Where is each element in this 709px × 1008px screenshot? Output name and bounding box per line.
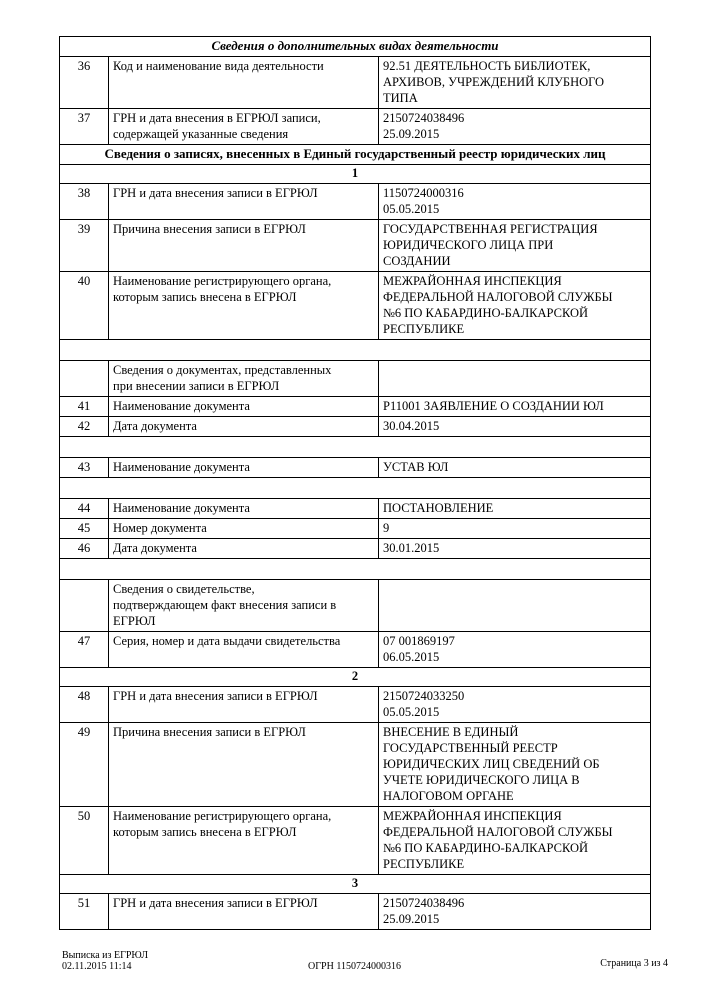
- value-line: РЕСПУБЛИКЕ: [383, 322, 465, 336]
- table-row-36: [60, 57, 651, 109]
- section-header-cell: Сведения о записях, внесенных в Единый государственный реестр юридических лиц: [60, 145, 651, 165]
- row-label-cell: [109, 519, 379, 539]
- row-value-cell: [379, 632, 651, 668]
- row-value-cell: [379, 458, 651, 478]
- row-label-cell: [109, 687, 379, 723]
- table-title-row: [60, 37, 651, 57]
- row-label-cell: [109, 417, 379, 437]
- record-number-row: [60, 875, 651, 894]
- label-line: при внесении записи в ЕГРЮЛ: [113, 379, 280, 393]
- footer-ogrn: ОГРН 1150724000316: [308, 961, 401, 972]
- value-line: ВНЕСЕНИЕ В ЕДИНЫЙ: [383, 725, 519, 739]
- value-line: ПОСТАНОВЛЕНИЕ: [383, 501, 494, 515]
- table-row-51: [60, 894, 651, 930]
- value-line: МЕЖРАЙОННАЯ ИНСПЕКЦИЯ: [383, 809, 562, 823]
- value-line: 30.01.2015: [383, 541, 440, 555]
- record-number-row: [60, 668, 651, 687]
- value-line: 05.05.2015: [383, 202, 440, 216]
- row-number-cell: 49: [60, 723, 109, 807]
- label-line: Дата документа: [113, 541, 197, 555]
- value-line: МЕЖРАЙОННАЯ ИНСПЕКЦИЯ: [383, 274, 562, 288]
- label-line: ГРН и дата внесения записи в ЕГРЮЛ: [113, 186, 318, 200]
- table-row-46: [60, 539, 651, 559]
- value-line: НАЛОГОВОМ ОРГАНЕ: [383, 789, 514, 803]
- row-number-cell: 51: [60, 894, 109, 930]
- table-row-48: [60, 687, 651, 723]
- row-value-cell: [379, 539, 651, 559]
- spacer-cell: [60, 340, 651, 361]
- value-line: 2150724033250: [383, 689, 465, 703]
- value-line: 25.09.2015: [383, 912, 440, 926]
- record-number-cell: 3: [60, 875, 651, 894]
- table-row-45: [60, 519, 651, 539]
- label-line: ЕГРЮЛ: [113, 614, 156, 628]
- row-value-cell: [379, 184, 651, 220]
- row-number-cell: 36: [60, 57, 109, 109]
- table-group-header-row: [60, 580, 651, 632]
- label-line: подтверждающем факт внесения записи в: [113, 598, 337, 612]
- footer-page-number: Страница 3 из 4: [600, 958, 668, 969]
- value-line: АРХИВОВ, УЧРЕЖДЕНИЙ КЛУБНОГО: [383, 75, 605, 89]
- value-line: ФЕДЕРАЛЬНОЙ НАЛОГОВОЙ СЛУЖБЫ: [383, 825, 613, 839]
- egrul-table-body: [60, 37, 651, 930]
- spacer-row: [60, 437, 651, 458]
- value-line: ЮРИДИЧЕСКИХ ЛИЦ СВЕДЕНИЙ ОБ: [383, 757, 600, 771]
- label-line: Номер документа: [113, 521, 207, 535]
- row-number-cell: 37: [60, 109, 109, 145]
- value-line: 1150724000316: [383, 186, 464, 200]
- label-line: которым запись внесена в ЕГРЮЛ: [113, 825, 297, 839]
- row-number-cell: 43: [60, 458, 109, 478]
- label-line: Причина внесения записи в ЕГРЮЛ: [113, 222, 306, 236]
- value-line: Р11001 ЗАЯВЛЕНИЕ О СОЗДАНИИ ЮЛ: [383, 399, 604, 413]
- value-line: 2150724038496: [383, 111, 465, 125]
- spacer-cell: [60, 559, 651, 580]
- row-label-cell: [109, 499, 379, 519]
- row-value-cell: [379, 499, 651, 519]
- label-line: Наименование документа: [113, 399, 250, 413]
- row-value-cell: [379, 580, 651, 632]
- value-line: №6 ПО КАБАРДИНО-БАЛКАРСКОЙ: [383, 841, 589, 855]
- row-value-cell: [379, 272, 651, 340]
- value-line: РЕСПУБЛИКЕ: [383, 857, 465, 871]
- row-value-cell: [379, 807, 651, 875]
- row-number-cell: 42: [60, 417, 109, 437]
- row-number-cell: 45: [60, 519, 109, 539]
- row-value-cell: [379, 109, 651, 145]
- spacer-row: [60, 559, 651, 580]
- table-row-43: [60, 458, 651, 478]
- value-line: ГОСУДАРСТВЕННЫЙ РЕЕСТР: [383, 741, 558, 755]
- value-line: 05.05.2015: [383, 705, 440, 719]
- row-number-cell: 50: [60, 807, 109, 875]
- value-line: ГОСУДАРСТВЕННАЯ РЕГИСТРАЦИЯ: [383, 222, 598, 236]
- table-title-cell: Сведения о дополнительных видах деятельности: [60, 37, 651, 57]
- row-value-cell: [379, 723, 651, 807]
- table-row-42: [60, 417, 651, 437]
- table-row-50: [60, 807, 651, 875]
- label-line: Сведения о свидетельстве,: [113, 582, 255, 596]
- table-row-37: [60, 109, 651, 145]
- row-number-cell: 46: [60, 539, 109, 559]
- row-label-cell: [109, 894, 379, 930]
- value-line: 2150724038496: [383, 896, 465, 910]
- row-label-cell: [109, 184, 379, 220]
- row-value-cell: [379, 361, 651, 397]
- table-row-40: [60, 272, 651, 340]
- row-label-cell: [109, 632, 379, 668]
- row-label-cell: [109, 272, 379, 340]
- value-line: 92.51 ДЕЯТЕЛЬНОСТЬ БИБЛИОТЕК,: [383, 59, 591, 73]
- value-line: ЮРИДИЧЕСКОГО ЛИЦА ПРИ: [383, 238, 554, 252]
- spacer-cell: [60, 437, 651, 458]
- label-line: которым запись внесена в ЕГРЮЛ: [113, 290, 297, 304]
- table-row-39: [60, 220, 651, 272]
- record-number-row: [60, 165, 651, 184]
- label-line: ГРН и дата внесения в ЕГРЮЛ записи,: [113, 111, 321, 125]
- value-line: 9: [383, 521, 390, 535]
- table-row-47: [60, 632, 651, 668]
- label-line: Дата документа: [113, 419, 197, 433]
- group-header-label-cell: [109, 580, 379, 632]
- value-line: УСТАВ ЮЛ: [383, 460, 449, 474]
- value-line: 30.04.2015: [383, 419, 440, 433]
- value-line: ТИПА: [383, 91, 418, 105]
- row-number-cell: 38: [60, 184, 109, 220]
- label-line: Наименование документа: [113, 501, 250, 515]
- label-line: Наименование документа: [113, 460, 250, 474]
- row-value-cell: [379, 894, 651, 930]
- row-value-cell: [379, 417, 651, 437]
- row-value-cell: [379, 57, 651, 109]
- value-line: 25.09.2015: [383, 127, 440, 141]
- row-value-cell: [379, 220, 651, 272]
- label-line: содержащей указанные сведения: [113, 127, 289, 141]
- footer-extract-datetime: 02.11.2015 11:14: [62, 961, 132, 972]
- value-line: ФЕДЕРАЛЬНОЙ НАЛОГОВОЙ СЛУЖБЫ: [383, 290, 613, 304]
- section-header-row: [60, 145, 651, 165]
- row-number-cell: [60, 361, 109, 397]
- table-row-49: [60, 723, 651, 807]
- row-label-cell: [109, 539, 379, 559]
- row-label-cell: [109, 723, 379, 807]
- label-line: Сведения о документах, представленных: [113, 363, 332, 377]
- label-line: ГРН и дата внесения записи в ЕГРЮЛ: [113, 896, 318, 910]
- table-row-44: [60, 499, 651, 519]
- row-number-cell: 47: [60, 632, 109, 668]
- row-number-cell: 48: [60, 687, 109, 723]
- row-label-cell: [109, 397, 379, 417]
- row-number-cell: [60, 580, 109, 632]
- row-number-cell: 40: [60, 272, 109, 340]
- egrul-table: [59, 36, 651, 930]
- row-value-cell: [379, 397, 651, 417]
- row-label-cell: [109, 109, 379, 145]
- row-number-cell: 39: [60, 220, 109, 272]
- value-line: 07 001869197: [383, 634, 455, 648]
- table-group-header-row: [60, 361, 651, 397]
- table-row-41: [60, 397, 651, 417]
- footer-extract-title: Выписка из ЕГРЮЛ: [62, 950, 148, 961]
- value-line: №6 ПО КАБАРДИНО-БАЛКАРСКОЙ: [383, 306, 589, 320]
- table-row-38: [60, 184, 651, 220]
- spacer-row: [60, 340, 651, 361]
- label-line: ГРН и дата внесения записи в ЕГРЮЛ: [113, 689, 318, 703]
- row-label-cell: [109, 57, 379, 109]
- record-number-cell: 2: [60, 668, 651, 687]
- row-number-cell: 41: [60, 397, 109, 417]
- label-line: Серия, номер и дата выдачи свидетельства: [113, 634, 341, 648]
- group-header-label-cell: [109, 361, 379, 397]
- label-line: Код и наименование вида деятельности: [113, 59, 324, 73]
- row-label-cell: [109, 807, 379, 875]
- row-value-cell: [379, 519, 651, 539]
- row-value-cell: [379, 687, 651, 723]
- value-line: УЧЕТЕ ЮРИДИЧЕСКОГО ЛИЦА В: [383, 773, 580, 787]
- label-line: Причина внесения записи в ЕГРЮЛ: [113, 725, 306, 739]
- value-line: 06.05.2015: [383, 650, 440, 664]
- row-label-cell: [109, 458, 379, 478]
- value-line: СОЗДАНИИ: [383, 254, 451, 268]
- spacer-row: [60, 478, 651, 499]
- spacer-cell: [60, 478, 651, 499]
- label-line: Наименование регистрирующего органа,: [113, 274, 332, 288]
- label-line: Наименование регистрирующего органа,: [113, 809, 332, 823]
- record-number-cell: 1: [60, 165, 651, 184]
- row-number-cell: 44: [60, 499, 109, 519]
- row-label-cell: [109, 220, 379, 272]
